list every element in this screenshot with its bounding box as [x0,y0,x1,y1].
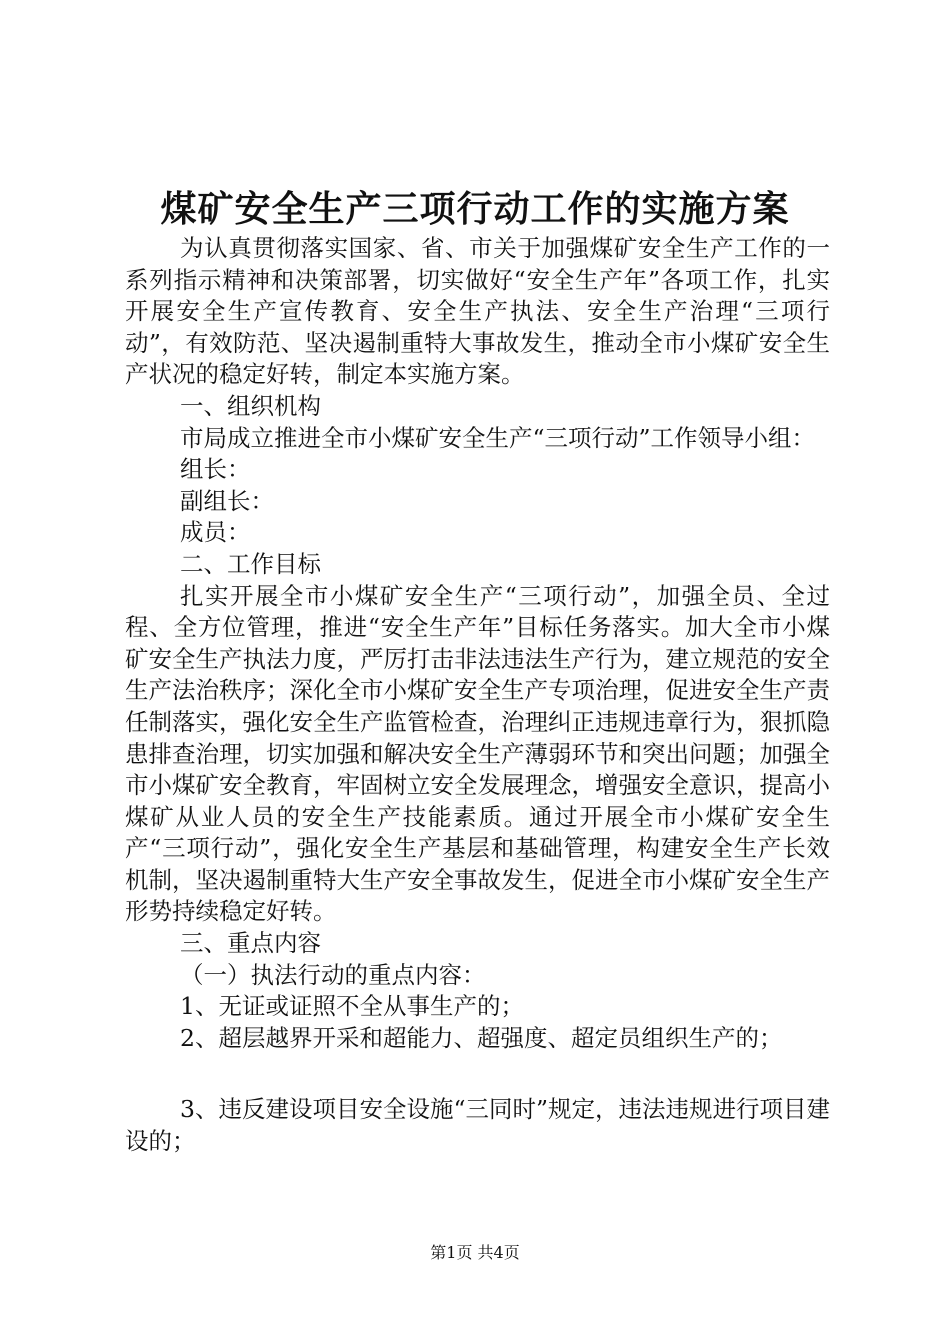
list-item: 2、超层越界开采和超能力、超强度、超定员组织生产的； [180,1023,783,1052]
leader-line: 组长： [180,455,251,484]
deputy-leader-line: 副组长： [180,486,274,515]
goals-paragraph: 扎实开展全市小煤矿安全生产“三项行动”，加强全员、全过程、全方位管理，推进“安全生产年”目标任务落实。加大全市小煤矿安全生产执法力度，严厉打击非法违法生产行为，建立规范的安全生产法治秩序；深化全市小煤矿安全生产专项治理，促进安全生产责任制落实，强化安全生产监管检查，治理纠正违规违章行为，狠抓隐患排查治理，切实加强和解决安全生产薄弱环节和突出问题；加强全市小煤矿安全教育，牢固树立安全发展理念，增强安全意识，提高小煤矿从业人员的安全生产技能素质。通过开展全市小煤矿安全生产“三项行动”，强化安全生产基层和基础管理，构建安全生产长效机制，坚决遏制重特大生产安全事故发生，促进全市小煤矿安全生产形势持续稳定好转。 [125,581,830,926]
document-body [125,233,830,1158]
subsection-heading-enforcement: （一）执法行动的重点内容： [180,960,486,989]
intro-paragraph: 为认真贯彻落实国家、省、市关于加强煤矿安全生产工作的一系列指示精神和决策部署，切实做好“安全生产年”各项工作，扎实开展安全生产宣传教育、安全生产执法、安全生产治理“三项行动”，有效防范、坚决遏制重特大事故发生，推动全市小煤矿安全生产状况的稳定好转，制定本实施方案。 [125,234,830,389]
members-line: 成员： [180,518,251,547]
section-heading-goals: 二、工作目标 [180,549,321,578]
list-item: 1、无证或证照不全从事生产的； [180,992,524,1021]
organization-paragraph: 市局成立推进全市小煤矿安全生产“三项行动”工作领导小组： [180,423,816,452]
list-item: 3、违反建设项目安全设施“三同时”规定，违法违规进行项目建设的； [125,1095,830,1156]
page-footer: 第1页 共4页 [430,1243,520,1262]
document-title: 煤矿安全生产三项行动工作的实施方案 [160,188,790,230]
paragraph-gap [125,1054,830,1094]
section-heading-organization: 一、组织机构 [180,391,321,420]
section-heading-key-content: 三、重点内容 [180,929,321,958]
